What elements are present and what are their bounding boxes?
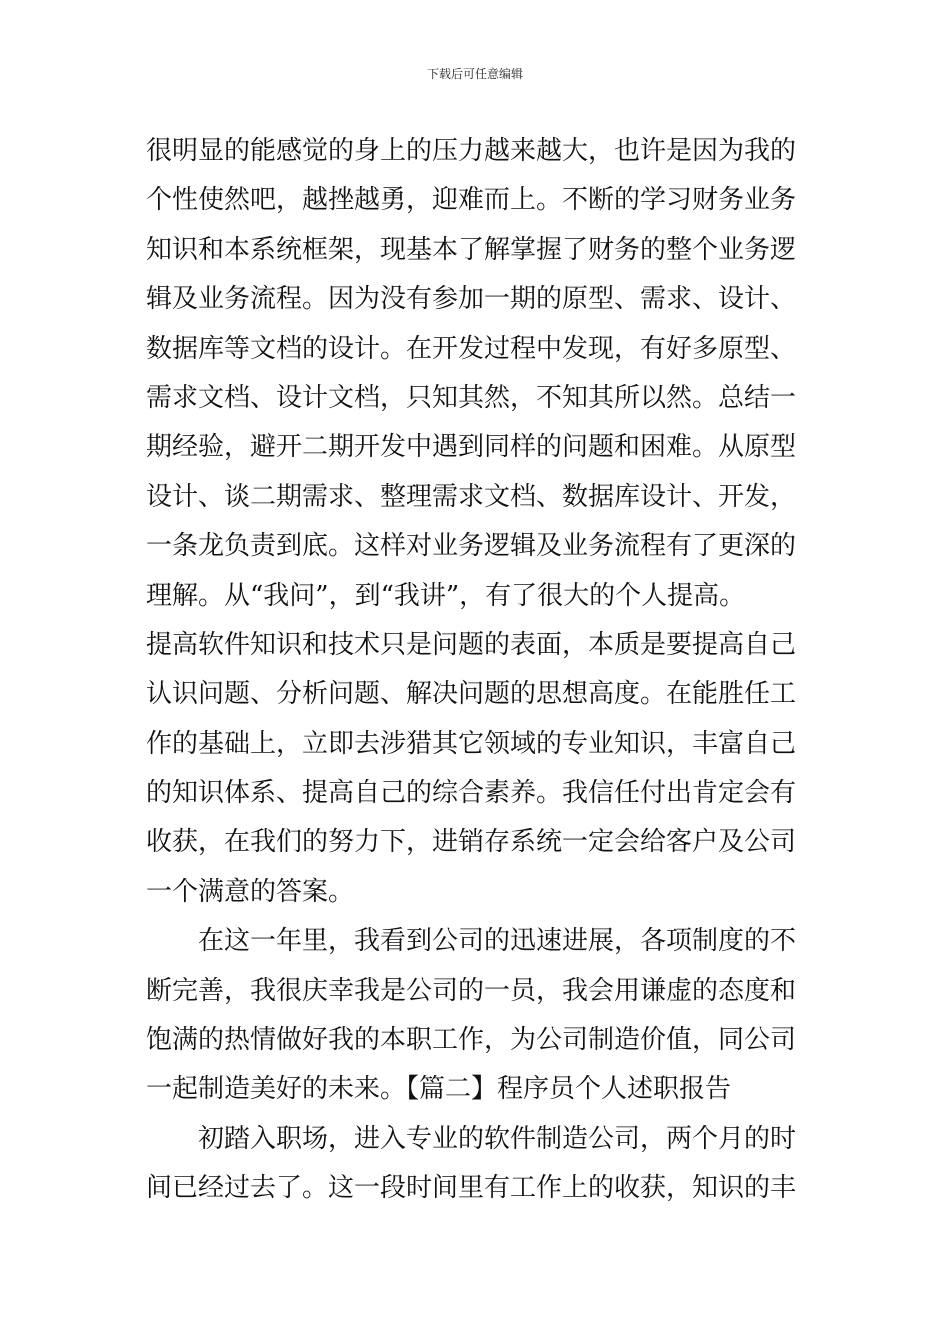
text-line: 收获，在我们的努力下，进销存系统一定会给客户及公司 <box>146 827 797 858</box>
text-line: 辑及业务流程。因为没有参加一期的原型、需求、设计、 <box>146 284 797 315</box>
text-line: 需求文档、设计文档，只知其然，不知其所以然。总结一 <box>146 382 797 413</box>
paragraph-start-line: 在这一年里，我看到公司的迅速进展，各项制度的不 <box>198 926 797 957</box>
text-line: 一条龙负责到底。这样对业务逻辑及业务流程有了更深的 <box>146 531 797 562</box>
text-line: 认识问题、分析问题、解决问题的思想高度。在能胜任工 <box>146 679 797 710</box>
document-body <box>146 127 808 1214</box>
text-line: 设计、谈二期需求、整理需求文档、数据库设计、开发， <box>146 481 797 512</box>
page-header-note: 下载后可任意编辑 <box>426 67 523 81</box>
text-line: 理解。从“我问”，到“我讲”，有了很大的个人提高。 <box>146 580 746 611</box>
text-line: 一个满意的答案。 <box>146 876 355 907</box>
text-line: 期经验，避开二期开发中遇到同样的问题和困难。从原型 <box>146 432 797 463</box>
text-line: 很明显的能感觉的身上的压力越来越大，也许是因为我的 <box>146 136 797 166</box>
paragraph-start-line: 初踏入职场，进入专业的软件制造公司，两个月的时 <box>198 1123 797 1154</box>
text-line: 作的基础上，立即去涉猎其它领域的专业知识，丰富自己 <box>146 728 797 759</box>
text-line: 提高软件知识和技术只是问题的表面，本质是要提高自己 <box>146 629 797 660</box>
text-line: 间已经过去了。这一段时间里有工作上的收获，知识的丰 <box>146 1173 797 1204</box>
text-line: 断完善，我很庆幸我是公司的一员，我会用谦虚的态度和 <box>146 975 797 1006</box>
text-line: 知识和本系统框架，现基本了解掌握了财务的整个业务逻 <box>146 234 797 265</box>
text-line: 数据库等文档的设计。在开发过程中发现，有好多原型、 <box>146 333 797 364</box>
text-line: 饱满的热情做好我的本职工作，为公司制造价值，同公司 <box>146 1025 797 1056</box>
text-line: 一起制造美好的未来。【篇二】程序员个人述职报告 <box>146 1074 732 1105</box>
text-line: 的知识体系、提高自己的综合素养。我信任付出肯定会有 <box>146 778 797 809</box>
text-line: 个性使然吧，越挫越勇，迎难而上。不断的学习财务业务 <box>146 185 797 216</box>
